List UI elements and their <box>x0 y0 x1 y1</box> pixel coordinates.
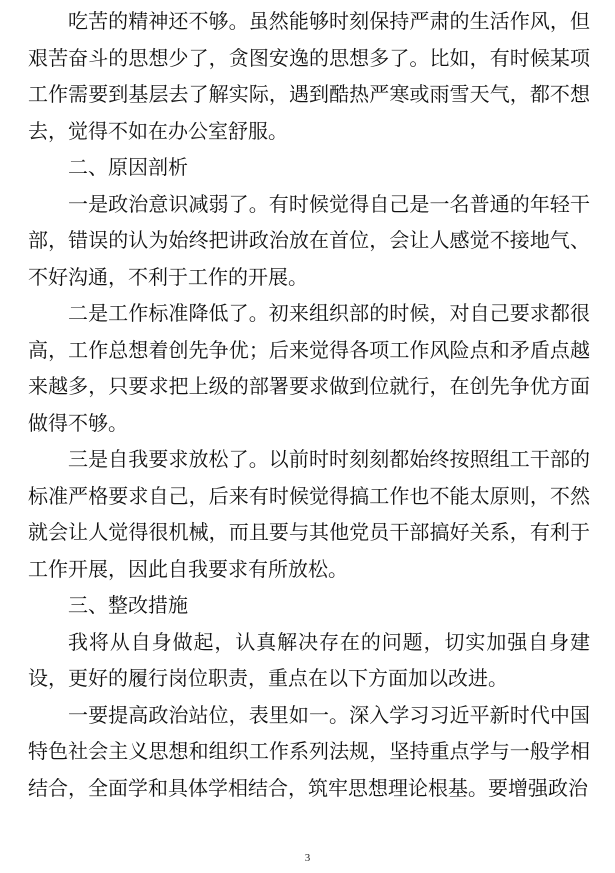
paragraph-lack-of-hardship: 吃苦的精神还不够。虽然能够时刻保持严肃的生活作风，但艰苦奋斗的思想少了，贪图安逸的思想多了。比如，有时候某项工作需要到基层去了解实际，遇到酷热严寒或雨雪天气，都不想去，觉得不如在办公室舒服。 <box>28 9 590 143</box>
section-heading-cause-analysis: 二、原因剖析 <box>68 155 188 179</box>
paragraph-self-discipline: 三是自我要求放松了。以前时时刻刻都始终按照组工干部的标准严格要求自己，后来有时候觉得搞工作也不能太原则，不然就会让人觉得很机械，而且要与其他党员干部搞好关系，有利于工作开展，因此自我要求有所放松。 <box>28 447 590 581</box>
document-body <box>28 3 590 806</box>
paragraph-work-standards: 二是工作标准降低了。初来组织部的时候，对自己要求都很高，工作总想着创先争优；后来觉得各项工作风险点和矛盾点越来越多，只要求把上级的部署要求做到位就行，在创先争优方面做得不够。 <box>28 301 590 435</box>
section-heading-rectification: 三、整改措施 <box>68 593 188 617</box>
paragraph-political-awareness: 一是政治意识减弱了。有时候觉得自己是一名普通的年轻干部，错误的认为始终把讲政治放在首位，会让人感觉不接地气、不好沟通，不利于工作的开展。 <box>28 191 590 289</box>
page-number: 3 <box>304 852 311 864</box>
paragraph-rectification-intro: 我将从自身做起，认真解决存在的问题，切实加强自身建设，更好的履行岗位职责，重点在以下方面加以改进。 <box>28 629 590 690</box>
paragraph-political-stance: 一要提高政治站位，表里如一。深入学习习近平新时代中国特色社会主义思想和组织工作系列法规，坚持重点学与一般学相结合，全面学和具体学相结合，筑牢思想理论根基。要增强政治 <box>28 702 590 800</box>
